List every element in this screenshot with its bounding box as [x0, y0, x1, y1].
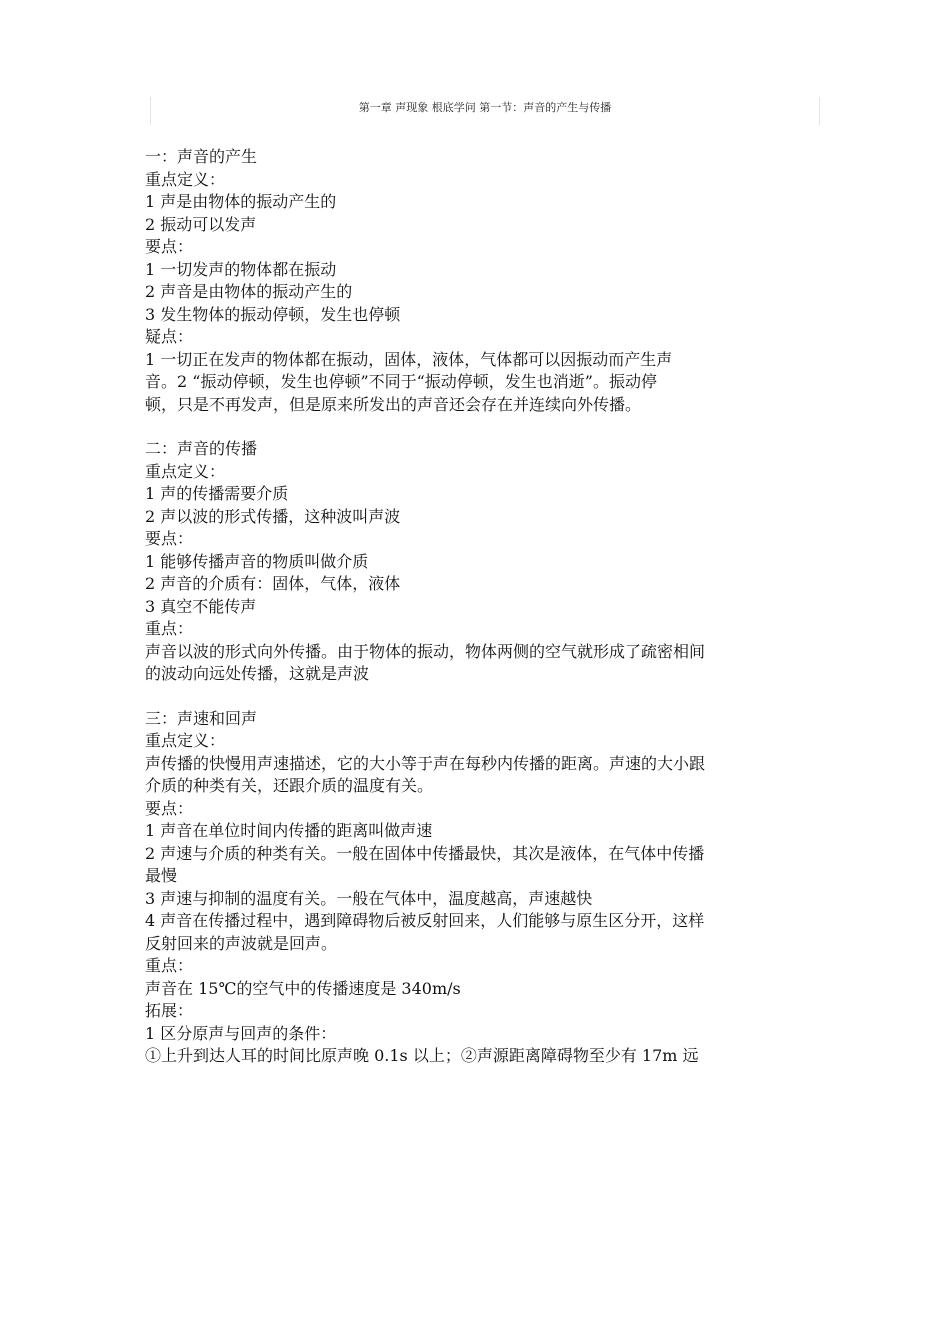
- subheading-key-points: 要点：: [145, 798, 194, 818]
- text-line: 1 区分原声与回声的条件：: [145, 1023, 337, 1043]
- text-line: 反射回来的声波就是回声。: [145, 933, 338, 953]
- text-line: 顿，只是不再发声，但是原来所发出的声音还会存在并连续向外传播。: [145, 394, 642, 414]
- section-spacer: [145, 686, 817, 708]
- text-line: 最慢: [145, 866, 178, 885]
- text-line: 声音在 15℃的空气中的传播速度是 340m/s: [145, 978, 461, 998]
- section-heading: 三：声速和回声: [145, 708, 258, 728]
- text-line: 1 一切正在发声的物体都在振动，固体，液体，气体都可以因振动而产生声: [145, 349, 673, 369]
- subheading-definition: 重点定义：: [145, 169, 226, 189]
- text-line: 2 声速与介质的种类有关。一般在固体中传播最快，其次是液体，在气体中传播: [145, 843, 705, 863]
- section-spacer: [145, 416, 817, 438]
- text-line: 4 声音在传播过程中，遇到障碍物后被反射回来，人们能够与原生区分开，这样: [145, 911, 705, 930]
- text-line: 1 声的传播需要介质: [145, 484, 289, 503]
- header-title: 第一章 声现象 根底学问 第一节：声音的产生与传播: [358, 101, 612, 114]
- page-header: [150, 97, 820, 125]
- text-line: 介质的种类有关，还跟介质的温度有关。: [145, 776, 434, 795]
- subheading-definition: 重点定义：: [145, 731, 226, 750]
- text-line: 音。2 “振动停顿，发生也停顿”不同于“振动停顿，发生也消逝”。振动停: [145, 372, 657, 391]
- section-sound-production: [145, 146, 817, 416]
- subheading-focus: 重点：: [145, 956, 194, 975]
- text-line: 2 声音是由物体的振动产生的: [145, 282, 353, 301]
- subheading-doubts: 疑点：: [145, 327, 194, 346]
- subheading-focus: 重点：: [145, 619, 194, 638]
- text-line: 3 发生物体的振动停顿，发生也停顿: [145, 304, 401, 324]
- text-line: 1 能够传播声音的物质叫做介质: [145, 551, 369, 571]
- text-line: 2 振动可以发声: [145, 214, 257, 234]
- section-sound-propagation: [145, 438, 817, 686]
- text-line: 的波动向远处传播，这就是声波: [145, 664, 370, 683]
- text-line: 声音以波的形式向外传播。由于物体的振动，物体两侧的空气就形成了疏密相间: [145, 641, 706, 661]
- text-line: 2 声音的介质有：固体，气体，液体: [145, 574, 401, 593]
- text-line: 2 声以波的形式传播，这种波叫声波: [145, 506, 401, 526]
- text-line: 声传播的快慢用声速描述，它的大小等于声在每秒内传播的距离。声速的大小跟: [145, 753, 706, 773]
- text-line: 1 一切发声的物体都在振动: [145, 259, 337, 279]
- text-line: 1 声音在单位时间内传播的距离叫做声速: [145, 821, 433, 840]
- text-line: 3 真空不能传声: [145, 596, 257, 616]
- subheading-extension: 拓展：: [145, 1001, 194, 1020]
- text-line: 3 声速与抑制的温度有关。一般在气体中，温度越高，声速越快: [145, 888, 593, 908]
- section-heading: 二：声音的传播: [145, 439, 258, 458]
- header-right-rule: [819, 97, 820, 125]
- section-heading: 一：声音的产生: [145, 147, 258, 166]
- subheading-definition: 重点定义：: [145, 461, 226, 481]
- section-sound-speed-echo: [145, 708, 817, 1068]
- text-line: 1 声是由物体的振动产生的: [145, 192, 337, 211]
- subheading-key-points: 要点：: [145, 529, 194, 548]
- text-line: ①上升到达人耳的时间比原声晚 0.1s 以上；②声源距离障碍物至少有 17m 远: [145, 1046, 699, 1065]
- document-body: [145, 146, 817, 1068]
- subheading-key-points: 要点：: [145, 237, 194, 256]
